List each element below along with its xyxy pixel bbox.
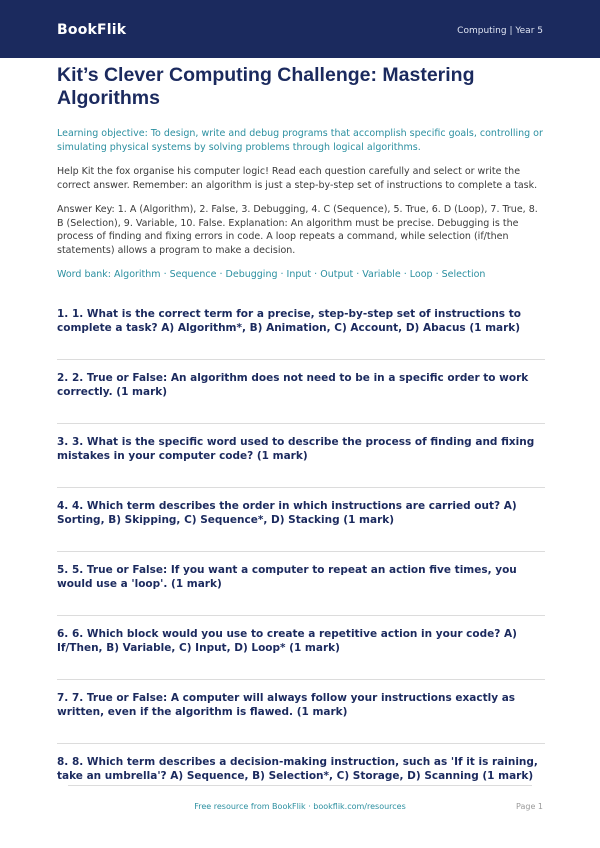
brand-logo[interactable]: BookFlik	[57, 22, 127, 38]
question-text: 1. 1. What is the correct term for a precise, step-by-step set of instructions to complete a task? A) Algorithm*, B) Animation, C) Account, D) Abacus (1 mark)	[57, 307, 521, 334]
question-item	[57, 679, 545, 743]
intro-text: Help Kit the fox organise his computer logic! Read each question carefully and select or write the correct answer. Remember: an algorithm is just a step-by-step set of instructions to complete a task.	[57, 166, 538, 191]
question-item	[57, 615, 545, 679]
worksheet-content	[57, 64, 545, 807]
learning-objective: Learning objective: To design, write and debug programs that accomplish specific goals, controlling or simulating physical systems by solving problems through logical algorithms.	[57, 128, 543, 153]
question-text: 3. 3. What is the specific word used to describe the process of finding and fixing mistakes in your computer code? (1 mark)	[57, 435, 535, 462]
page-title: Kit’s Clever Computing Challenge: Mastering Algorithms	[57, 64, 475, 109]
answer-key: Answer Key: 1. A (Algorithm), 2. False, 3. Debugging, 4. C (Sequence), 5. True, 6. D (Loop), 7. True, 8. B (Selection), 9. Variable, 10. False. Explanation: An algorithm must be precise. Debugging is the process of finding and fixing errors in code. A loop repeats a command, while selection (if/then statements) allows a program to make a decision.	[57, 204, 538, 256]
question-item	[57, 423, 545, 487]
header-bar	[0, 0, 600, 58]
question-item	[57, 487, 545, 551]
word-bank: Word bank: Algorithm · Sequence · Debugging · Input · Output · Variable · Loop · Selection	[57, 269, 486, 280]
question-text: 6. 6. Which block would you use to create a repetitive action in your code? A) If/Then, B) Variable, C) Input, D) Loop* (1 mark)	[57, 627, 517, 654]
question-item	[57, 295, 545, 359]
question-item	[57, 359, 545, 423]
footer-divider	[68, 785, 532, 786]
question-text: 8. 8. Which term describes a decision-making instruction, such as 'If it is raining, take an umbrella'? A) Sequence, B) Selection*, C) Storage, D) Scanning (1 mark)	[57, 755, 538, 782]
question-item	[57, 743, 545, 807]
question-list	[57, 295, 545, 807]
question-item	[57, 551, 545, 615]
footer-link[interactable]: Free resource from BookFlik · bookflik.com/resources	[194, 802, 406, 811]
subject-label: Computing | Year 5	[457, 26, 543, 36]
question-text: 7. 7. True or False: A computer will always follow your instructions exactly as written, even if the algorithm is flawed. (1 mark)	[57, 691, 516, 718]
page-number: Page 1	[516, 802, 543, 811]
question-text: 4. 4. Which term describes the order in which instructions are carried out? A) Sorting, B) Skipping, C) Sequence*, D) Stacking (1 mark)	[57, 499, 517, 526]
question-text: 5. 5. True or False: If you want a computer to repeat an action five times, you would use a 'loop'. (1 mark)	[57, 563, 517, 590]
question-text: 2. 2. True or False: An algorithm does not need to be in a specific order to work correctly. (1 mark)	[57, 371, 529, 398]
